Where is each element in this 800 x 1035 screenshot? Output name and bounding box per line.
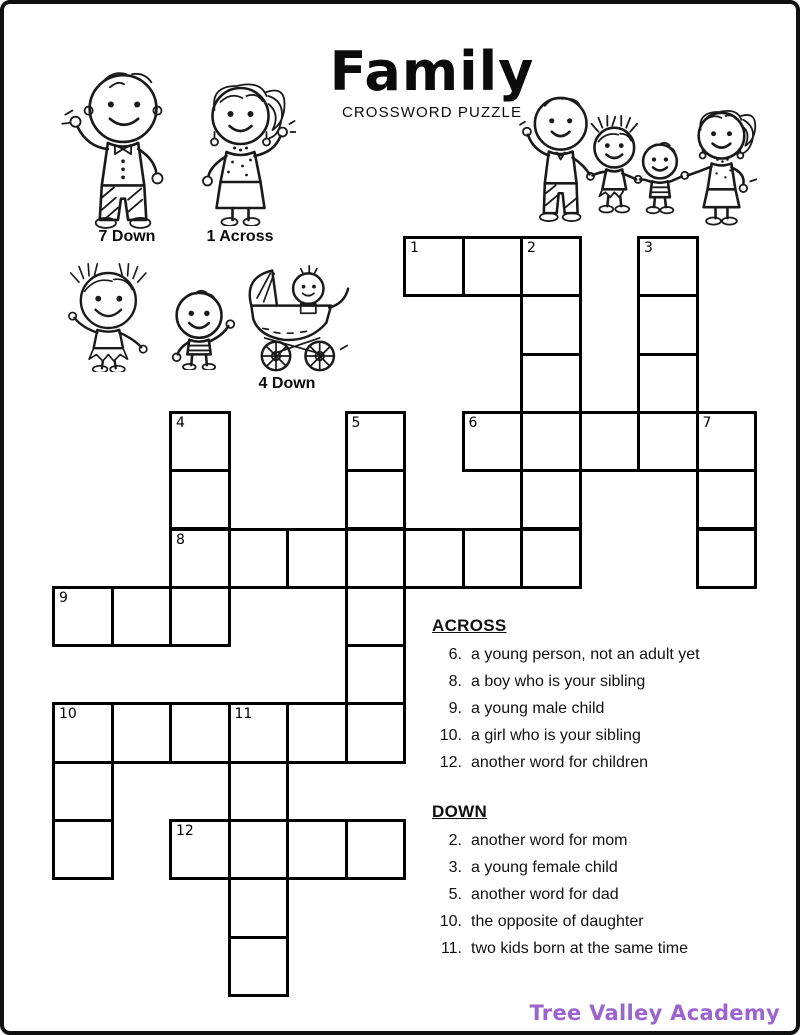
clue-text: another word for dad <box>471 886 619 903</box>
mom-figure-label: 1 Across <box>206 228 274 245</box>
grid-cell[interactable] <box>462 528 524 589</box>
grid-cell[interactable] <box>169 528 231 589</box>
grid-cell[interactable] <box>228 877 290 938</box>
grid-cell[interactable] <box>345 644 407 705</box>
waving-boy-icon <box>162 286 242 370</box>
across-clues-list <box>432 641 784 776</box>
grid-cell-number: 4 <box>176 414 185 431</box>
grid-cell[interactable] <box>345 819 407 880</box>
clue-number: 10. <box>439 913 462 930</box>
clue-item <box>432 854 784 881</box>
clue-number: 8. <box>448 673 462 690</box>
clue-number: 10. <box>439 727 462 744</box>
girl-with-pigtails-icon <box>56 262 168 372</box>
clue-item <box>432 827 784 854</box>
grid-cell-number: 2 <box>527 240 536 256</box>
down-clues-section <box>432 802 784 962</box>
clue-item <box>432 668 784 695</box>
family-of-four-icon <box>519 90 787 230</box>
clue-text: a young male child <box>471 700 605 717</box>
family-illustration <box>519 90 787 230</box>
grid-cell[interactable] <box>52 702 114 763</box>
grid-cell[interactable] <box>345 528 407 589</box>
clue-item <box>432 935 784 962</box>
grid-cell[interactable] <box>637 236 699 297</box>
grid-cell[interactable] <box>228 819 290 880</box>
page-title: Family <box>329 40 535 103</box>
dad-illustration <box>59 60 181 230</box>
grid-cell[interactable] <box>228 761 290 822</box>
grid-cell-number: 11 <box>234 706 253 723</box>
clue-text: a young person, not an adult yet <box>471 646 700 663</box>
clue-item <box>432 749 784 776</box>
clue-number: 3. <box>448 859 462 876</box>
mom-illustration <box>190 74 296 226</box>
clue-number: 6. <box>448 646 462 663</box>
grid-cell-number: 1 <box>410 240 419 256</box>
grid-cell[interactable] <box>520 353 582 414</box>
grid-cell[interactable] <box>696 411 758 472</box>
grid-cell-number: 7 <box>702 414 712 431</box>
grid-cell[interactable] <box>286 528 348 589</box>
clue-item <box>432 641 784 668</box>
grid-cell[interactable] <box>462 236 524 297</box>
clue-number: 2. <box>448 832 462 849</box>
across-clues-section <box>432 616 784 776</box>
grid-cell[interactable] <box>520 528 582 589</box>
clue-number: 11. <box>440 940 462 957</box>
baby-in-carriage-icon <box>236 262 354 374</box>
baby-carriage-figure-label: 4 Down <box>258 375 316 392</box>
grid-cell[interactable] <box>345 702 407 763</box>
down-heading: DOWN <box>432 802 488 821</box>
grid-cell[interactable] <box>228 528 290 589</box>
clue-item <box>432 695 784 722</box>
clue-number: 9. <box>448 700 462 717</box>
grid-cell-number: 3 <box>644 240 653 256</box>
clue-item <box>432 722 784 749</box>
grid-cell[interactable] <box>286 702 348 763</box>
grid-cell[interactable] <box>520 294 582 355</box>
grid-cell-number: 6 <box>468 414 478 431</box>
grid-cell[interactable] <box>228 702 290 763</box>
grid-cell[interactable] <box>520 236 582 297</box>
grid-cell[interactable] <box>520 469 582 530</box>
clue-text: the opposite of daughter <box>471 913 644 930</box>
girl-illustration <box>56 262 168 372</box>
grid-cell[interactable] <box>169 819 231 880</box>
grid-cell[interactable] <box>696 528 758 589</box>
dad-figure-label: 7 Down <box>98 228 156 245</box>
grid-cell[interactable] <box>403 236 465 297</box>
grid-cell[interactable] <box>111 702 173 763</box>
grid-cell[interactable] <box>579 411 641 472</box>
page-subtitle: CROSSWORD PUZZLE <box>341 103 523 121</box>
grid-cell[interactable] <box>169 586 231 647</box>
grid-cell-number: 8 <box>176 531 185 548</box>
waving-mom-icon <box>190 74 296 226</box>
grid-cell[interactable] <box>286 819 348 880</box>
grid-cell[interactable] <box>345 411 407 472</box>
grid-cell[interactable] <box>345 586 407 647</box>
clue-text: a boy who is your sibling <box>471 673 646 690</box>
brand-footer: Tree Valley Academy <box>529 1001 780 1025</box>
grid-cell[interactable] <box>403 528 465 589</box>
baby-carriage-illustration <box>236 262 354 374</box>
clue-text: another word for mom <box>471 832 628 849</box>
grid-cell-number: 12 <box>176 823 194 839</box>
grid-cell[interactable] <box>169 411 231 472</box>
grid-cell-number: 9 <box>59 589 68 606</box>
clue-text: a young female child <box>471 859 618 876</box>
grid-cell[interactable] <box>52 819 114 880</box>
grid-cell[interactable] <box>637 294 699 355</box>
clue-item <box>432 908 784 935</box>
waving-dad-icon <box>59 60 181 230</box>
clue-number: 5. <box>448 886 462 903</box>
grid-cell-number: 10 <box>59 706 77 723</box>
boy-illustration <box>162 286 242 370</box>
clue-text: another word for children <box>471 754 648 771</box>
clue-text: a girl who is your sibling <box>471 727 641 744</box>
grid-cell-number: 5 <box>351 414 361 431</box>
grid-cell[interactable] <box>228 936 290 997</box>
clue-item <box>432 881 784 908</box>
grid-cell[interactable] <box>462 411 524 472</box>
grid-cell[interactable] <box>520 411 582 472</box>
grid-cell[interactable] <box>696 469 758 530</box>
grid-cell[interactable] <box>637 411 699 472</box>
grid-cell[interactable] <box>52 761 114 822</box>
grid-cell[interactable] <box>169 702 231 763</box>
grid-cell[interactable] <box>345 469 407 530</box>
grid-cell[interactable] <box>52 586 114 647</box>
across-heading: ACROSS <box>432 616 507 635</box>
clue-number: 12. <box>439 754 462 771</box>
grid-cell[interactable] <box>169 469 231 530</box>
clue-text: two kids born at the same time <box>471 940 688 957</box>
grid-cell[interactable] <box>111 586 173 647</box>
grid-cell[interactable] <box>637 353 699 414</box>
down-clues-list <box>432 827 784 962</box>
